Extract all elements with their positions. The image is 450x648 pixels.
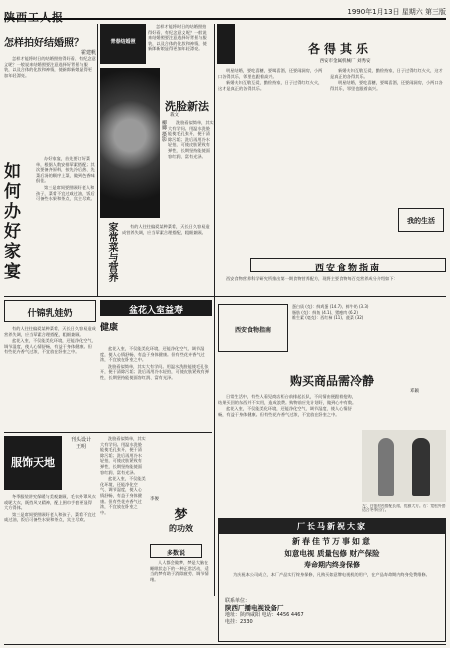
- article-wedding-photo: 怎样才能将时日的结婚照拍得好看、有纪念意义呢？一般说来结婚照要注意选择好背景与服装，以及合体的化妆和神情，使新郎新娘显得更加年轻漂亮。: [4, 56, 96, 78]
- ad-contact: [219, 598, 445, 626]
- design-label: 刊头设计: [70, 437, 91, 443]
- article-home-banquet: 办好家宴，首先要订好菜单，根据人数安排荤素搭配；其次要备齐原料，按先冷后热、先菜后汤的顺序上菜，做到色香味俱佳。 第三是席间要照顾好老人和孩子，菜肴不宜过咸过油，饭后可备些水果和茶点，宾主尽欢。: [36, 156, 95, 202]
- date-line: 1990年1月13日 星期六 第三版: [347, 8, 446, 16]
- section-divider: [4, 432, 212, 433]
- byline-washing-face: 栽文: [170, 113, 179, 118]
- article-clothing: 冬季服装讲究保暖与美观兼顾，毛衣外罩风衣或呢大衣，既挡风又精神，配上围巾手套更显得大方得体。 第三是席间要照顾好老人和孩子，菜肴不宜过咸过油，饭后可备些水果和茶点，宾主尽欢。: [4, 494, 96, 523]
- headline-home-banquet: 如何办好家宴: [4, 162, 21, 282]
- article-dream: 人人都会做梦，梦是大脑在睡眠状态下的一种正常活动，适当的梦有助于消除疲劳、调节情绪。: [150, 560, 209, 582]
- bottom-rule: [4, 644, 446, 645]
- fashion-caption: 左：白领衬衫搭配长裙，优雅大方。右：宽松外套适合冬季出行。: [362, 504, 446, 513]
- emblem-text: 西安食物指南: [234, 327, 271, 334]
- food-guide-title: 西安食物指南: [314, 264, 381, 274]
- newspaper-title: 陕西工人报: [4, 11, 64, 24]
- ad-title: 厂长马新祝大家: [219, 519, 445, 534]
- wedding-couple-photo: [100, 68, 160, 218]
- byline-wedding-photo: 霍建帆: [80, 50, 96, 56]
- fashion-illustration: [362, 430, 446, 502]
- plant-banner: [100, 300, 212, 316]
- health-label: [100, 320, 140, 344]
- snack-title: 什锦乳娃奶: [27, 309, 73, 319]
- headline-washing-face: 洗脸新法: [165, 100, 209, 113]
- wedding-photo-badge: [100, 24, 146, 64]
- column-divider: [97, 24, 98, 296]
- list-item: 脂肪 (克)：鲜鱼 (4.1)、猪瘦肉 (6.2): [292, 309, 358, 315]
- article-each-happy-continued: 新婚夫妇互敬互爱，勤俭持家，日子过得红红火火，这才是真正的各得其乐。 明星结婚，要吃喜糖，要喝喜酒，还要闹洞房，小两口各得其乐，邻里也跟着高兴。: [330, 68, 443, 91]
- article-washing-face: 洗脸看似简单，其实大有学问。用温水洗脸能使毛孔张开，便于清除污垢；洗后再用冷水轻拍，可使皮肤紧致有弹性，长期坚持能使面容红润、富有光泽。: [168, 120, 214, 159]
- health-sub: 健康: [100, 323, 119, 333]
- ad-slogan: 如意电视 质量包修 财产保险: [284, 549, 380, 558]
- badge-label: 我的生活: [407, 217, 435, 225]
- contact-company: 陕西厂播电视设备厂: [225, 604, 284, 612]
- column-divider: [214, 296, 215, 596]
- dream-title: 梦: [174, 508, 188, 523]
- headline-home-dishes: 家常菜与营养: [106, 222, 117, 282]
- plant-title: 盆花入室益寿: [128, 306, 183, 316]
- badge-caption: 青春结婚照: [110, 39, 136, 45]
- clothing-banner: [4, 436, 62, 490]
- list-item: 维生素 (毫克)：西红柿 (11)、菠菜 (32): [292, 315, 364, 321]
- clothing-title: 服饰天地: [11, 456, 55, 469]
- article-shopping: 日常生活中，有些人看见商店柜台前排起长队，不问情由便跟着抢购，结果买回的东西并不实用，造成浪费。购物前应先计划好，做到心中有数。 盆花入室，不仅能美化环境，还能净化空气、调节湿度，使人心情舒畅，有益于身体健康。但有些花卉香气过浓，不宜放在卧室之中。: [218, 394, 357, 417]
- article-plants-continued: 洗脸看似简单，其实大有学问。用温水洗脸能使毛孔张开，便于清除污垢；洗后再用冷水轻拍，可使皮肤紧致有弹性，长期坚持能使面容红润、富有光泽。 盆花入室，不仅能美化环境，还能净化空气、调节湿度，使人心情舒畅，有益于身体健康。但有些花卉香气过浓，不宜放在卧室之中。: [100, 436, 146, 515]
- article-snack: 有的人往往偏爱某种菜肴，天长日久容易造成营养失调，应当荤素合理搭配，粗细兼顾。 盆花入室，不仅能美化环境，还能净化空气、调节湿度，使人心情舒畅，有益于身体健康。但有些花卉香气过浓，不宜放在卧室之中。: [4, 326, 96, 355]
- food-guide-emblem: [218, 304, 288, 352]
- ad-body: 为庆祝本公司成立，本厂产品实行终身保修，凡购买如意牌电视机的用户，在产品寿命期内终身免费维修。: [233, 572, 430, 577]
- dream-heading: [150, 504, 212, 540]
- tv-advertisement: [218, 518, 446, 642]
- figure-left: [378, 438, 394, 496]
- contact-label: 联系单位：: [225, 598, 251, 604]
- food-guide-banner: [250, 258, 446, 272]
- food-guide-intro: 西安食物营养科学研究所推出第一期食物营养配方，现将主要食物每百克营养成分介绍如下：: [226, 276, 398, 281]
- contact-phone: 电话：4456 4467: [261, 612, 304, 618]
- my-life-badge: [398, 208, 444, 232]
- article-wedding-continued: 怎样才能将时日的结婚照拍得好看、有纪念意义呢？一般说来结婚照要注意选择好背景与服装，以及合体的化妆和神情，使新郎新娘显得更加年轻漂亮。: [148, 24, 207, 52]
- headline-each-happy: 各得其乐: [307, 42, 372, 56]
- article-plants: 盆花入室，不仅能美化环境，还能净化空气、调节湿度，使人心情舒畅，有益于身体健康。但有些花卉香气过浓，不宜放在卧室之中。 洗脸看似简单，其实大有学问。用温水洗脸能使毛孔张开，便于清除污垢；洗后再用冷水轻拍，可使皮肤紧致有弹性，长期坚持能使面容红润、富有光泽。: [100, 346, 209, 380]
- decorative-corner: [217, 24, 235, 64]
- snack-banner: [4, 300, 96, 322]
- ad-greeting: 新春佳节万事如意: [292, 536, 372, 546]
- photo-credit: 柳卿 摄影: [161, 120, 167, 142]
- byline-dream: 李俊: [150, 497, 159, 502]
- nutrition-list: [292, 304, 446, 368]
- dream-subtitle: 的功效: [169, 523, 193, 533]
- masthead: [4, 6, 446, 24]
- masthead-design-credit: [66, 436, 96, 456]
- opinion-label: 多数说: [166, 550, 185, 557]
- byline-each-happy: 西安市金属机械厂 刘秀安: [319, 59, 371, 64]
- figure-right: [412, 438, 430, 496]
- contact-address: 地址：陕西咸阳: [225, 612, 261, 618]
- list-item: 蛋白质 (克)：鲜鸡蛋 (14.7)、鲜牛奶 (3.3): [292, 304, 369, 309]
- design-name: 王明: [75, 444, 86, 450]
- headline-wedding-photo: 怎样拍好结婚照？: [4, 38, 84, 49]
- byline-shopping: 邓颖: [410, 389, 419, 394]
- contact-fax: 电挂：2330: [225, 619, 253, 625]
- ad-warranty: 寿命期内终身保修: [304, 560, 360, 569]
- article-each-happy: 明星结婚，要吃喜糖，要喝喜酒，还要闹洞房，小两口各得其乐，邻里也跟着高兴。 新婚夫妇互敬互爱，勤俭持家，日子过得红红火火，这才是真正的各得其乐。: [218, 68, 323, 91]
- article-home-dishes: 有的人往往偏爱某种菜肴，天长日久容易造成营养失调，应当荤素合理搭配，粗细兼顾。: [122, 224, 210, 235]
- column-divider: [214, 24, 215, 296]
- headline-shopping: 购买商品需冷静: [289, 374, 374, 388]
- opinion-badge: [150, 544, 202, 558]
